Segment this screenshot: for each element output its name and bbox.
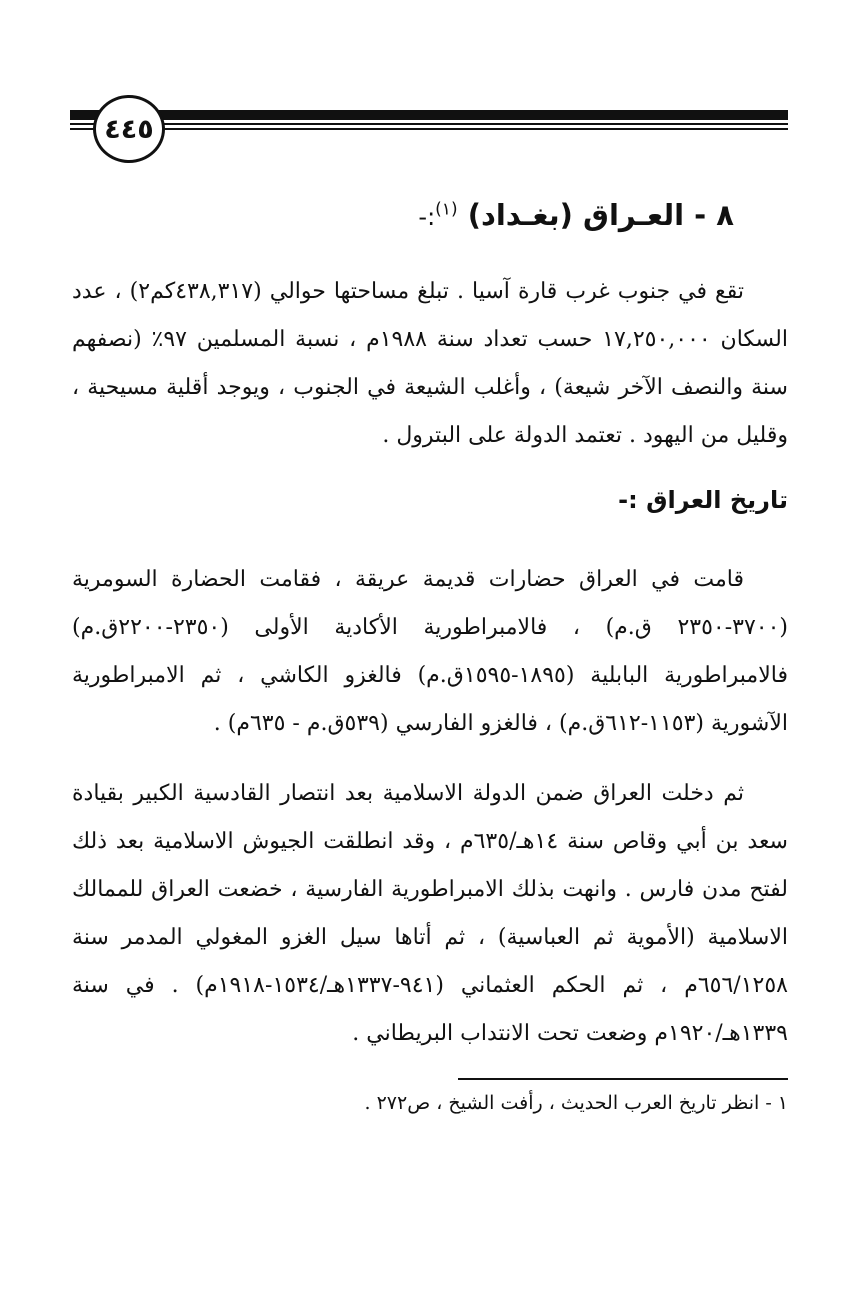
paragraph-islamic-history: [72, 770, 788, 1058]
paragraph-text: تقع في جنوب غرب قارة آسيا . تبلغ مساحتها حوالي (٤٣٨,٣١٧كم٢) ، عدد السكان ١٧,٢٥٠,٠٠٠ حسب تعداد سنة ١٩٨٨م ، نسبة المسلمين ٩٧٪ (نصفهم سنة والنصف الآخر شيعة) ، وأغلب الشيعة في الجنوب ، ويوجد أقلية مسيحية ، وقليل من اليهود . تعتمد الدولة على البترول .: [72, 279, 788, 448]
header-rule-thin-line: [70, 128, 788, 130]
page-number: ٤٤٥: [93, 95, 165, 163]
footnote: ١ - انظر تاريخ العرب الحديث ، رأفت الشيخ ، ص٢٧٢ .: [364, 1092, 788, 1114]
heading-trail: :-: [418, 203, 436, 231]
paragraph-overview: [72, 268, 788, 460]
paragraph-ancient-history: [72, 556, 788, 748]
paragraph-text: ثم دخلت العراق ضمن الدولة الاسلامية بعد انتصار القادسية الكبير بقيادة سعد بن أبي وقاص سنة ١٤هـ/٦٣٥م ، وقد انطلقت الجيوش الاسلامية بعد ذلك لفتح مدن فارس . وانهت بذلك الامبراطورية الفارسية ، خضعت العراق للممالك الاسلامية (الأموية ثم العباسية) ، ثم أتاها سيل الغزو المغولي المدمر سنة ٦٥٦/١٢٥٨م ، ثم الحكم العثماني (٩٤١-١٣٣٧هـ/١٥٣٤-١٩١٨م) . في سنة ١٣٣٩هـ/١٩٢٠م وضعت تحت الانتداب البريطاني .: [72, 781, 788, 1046]
subheading-history: تاريخ العراق :-: [618, 486, 788, 514]
section-heading: [418, 198, 734, 232]
section-heading-text: ٨ - العـراق (بغـداد): [467, 198, 734, 232]
header-rule-thick-bar: [150, 110, 788, 120]
header-rule-thin-line: [70, 123, 788, 125]
paragraph-text: قامت في العراق حضارات قديمة عريقة ، فقامت الحضارة السومرية (٣٧٠٠-٢٣٥٠ ق.م) ، فالامبراطورية الأكادية الأولى (٢٣٥٠-٢٢٠٠ق.م) فالامبراطورية البابلية (١٨٩٥-١٥٩٥ق.م) فالغزو الكاشي ، ثم الامبراطورية الآشورية (١١٥٣-٦١٢ق.م) ، فالغزو الفارسي (٥٣٩ق.م - ٦٣٥م) .: [72, 567, 788, 736]
footnote-divider: [458, 1078, 788, 1080]
footnote-reference: (١): [435, 199, 458, 220]
header-rule: [70, 110, 788, 134]
